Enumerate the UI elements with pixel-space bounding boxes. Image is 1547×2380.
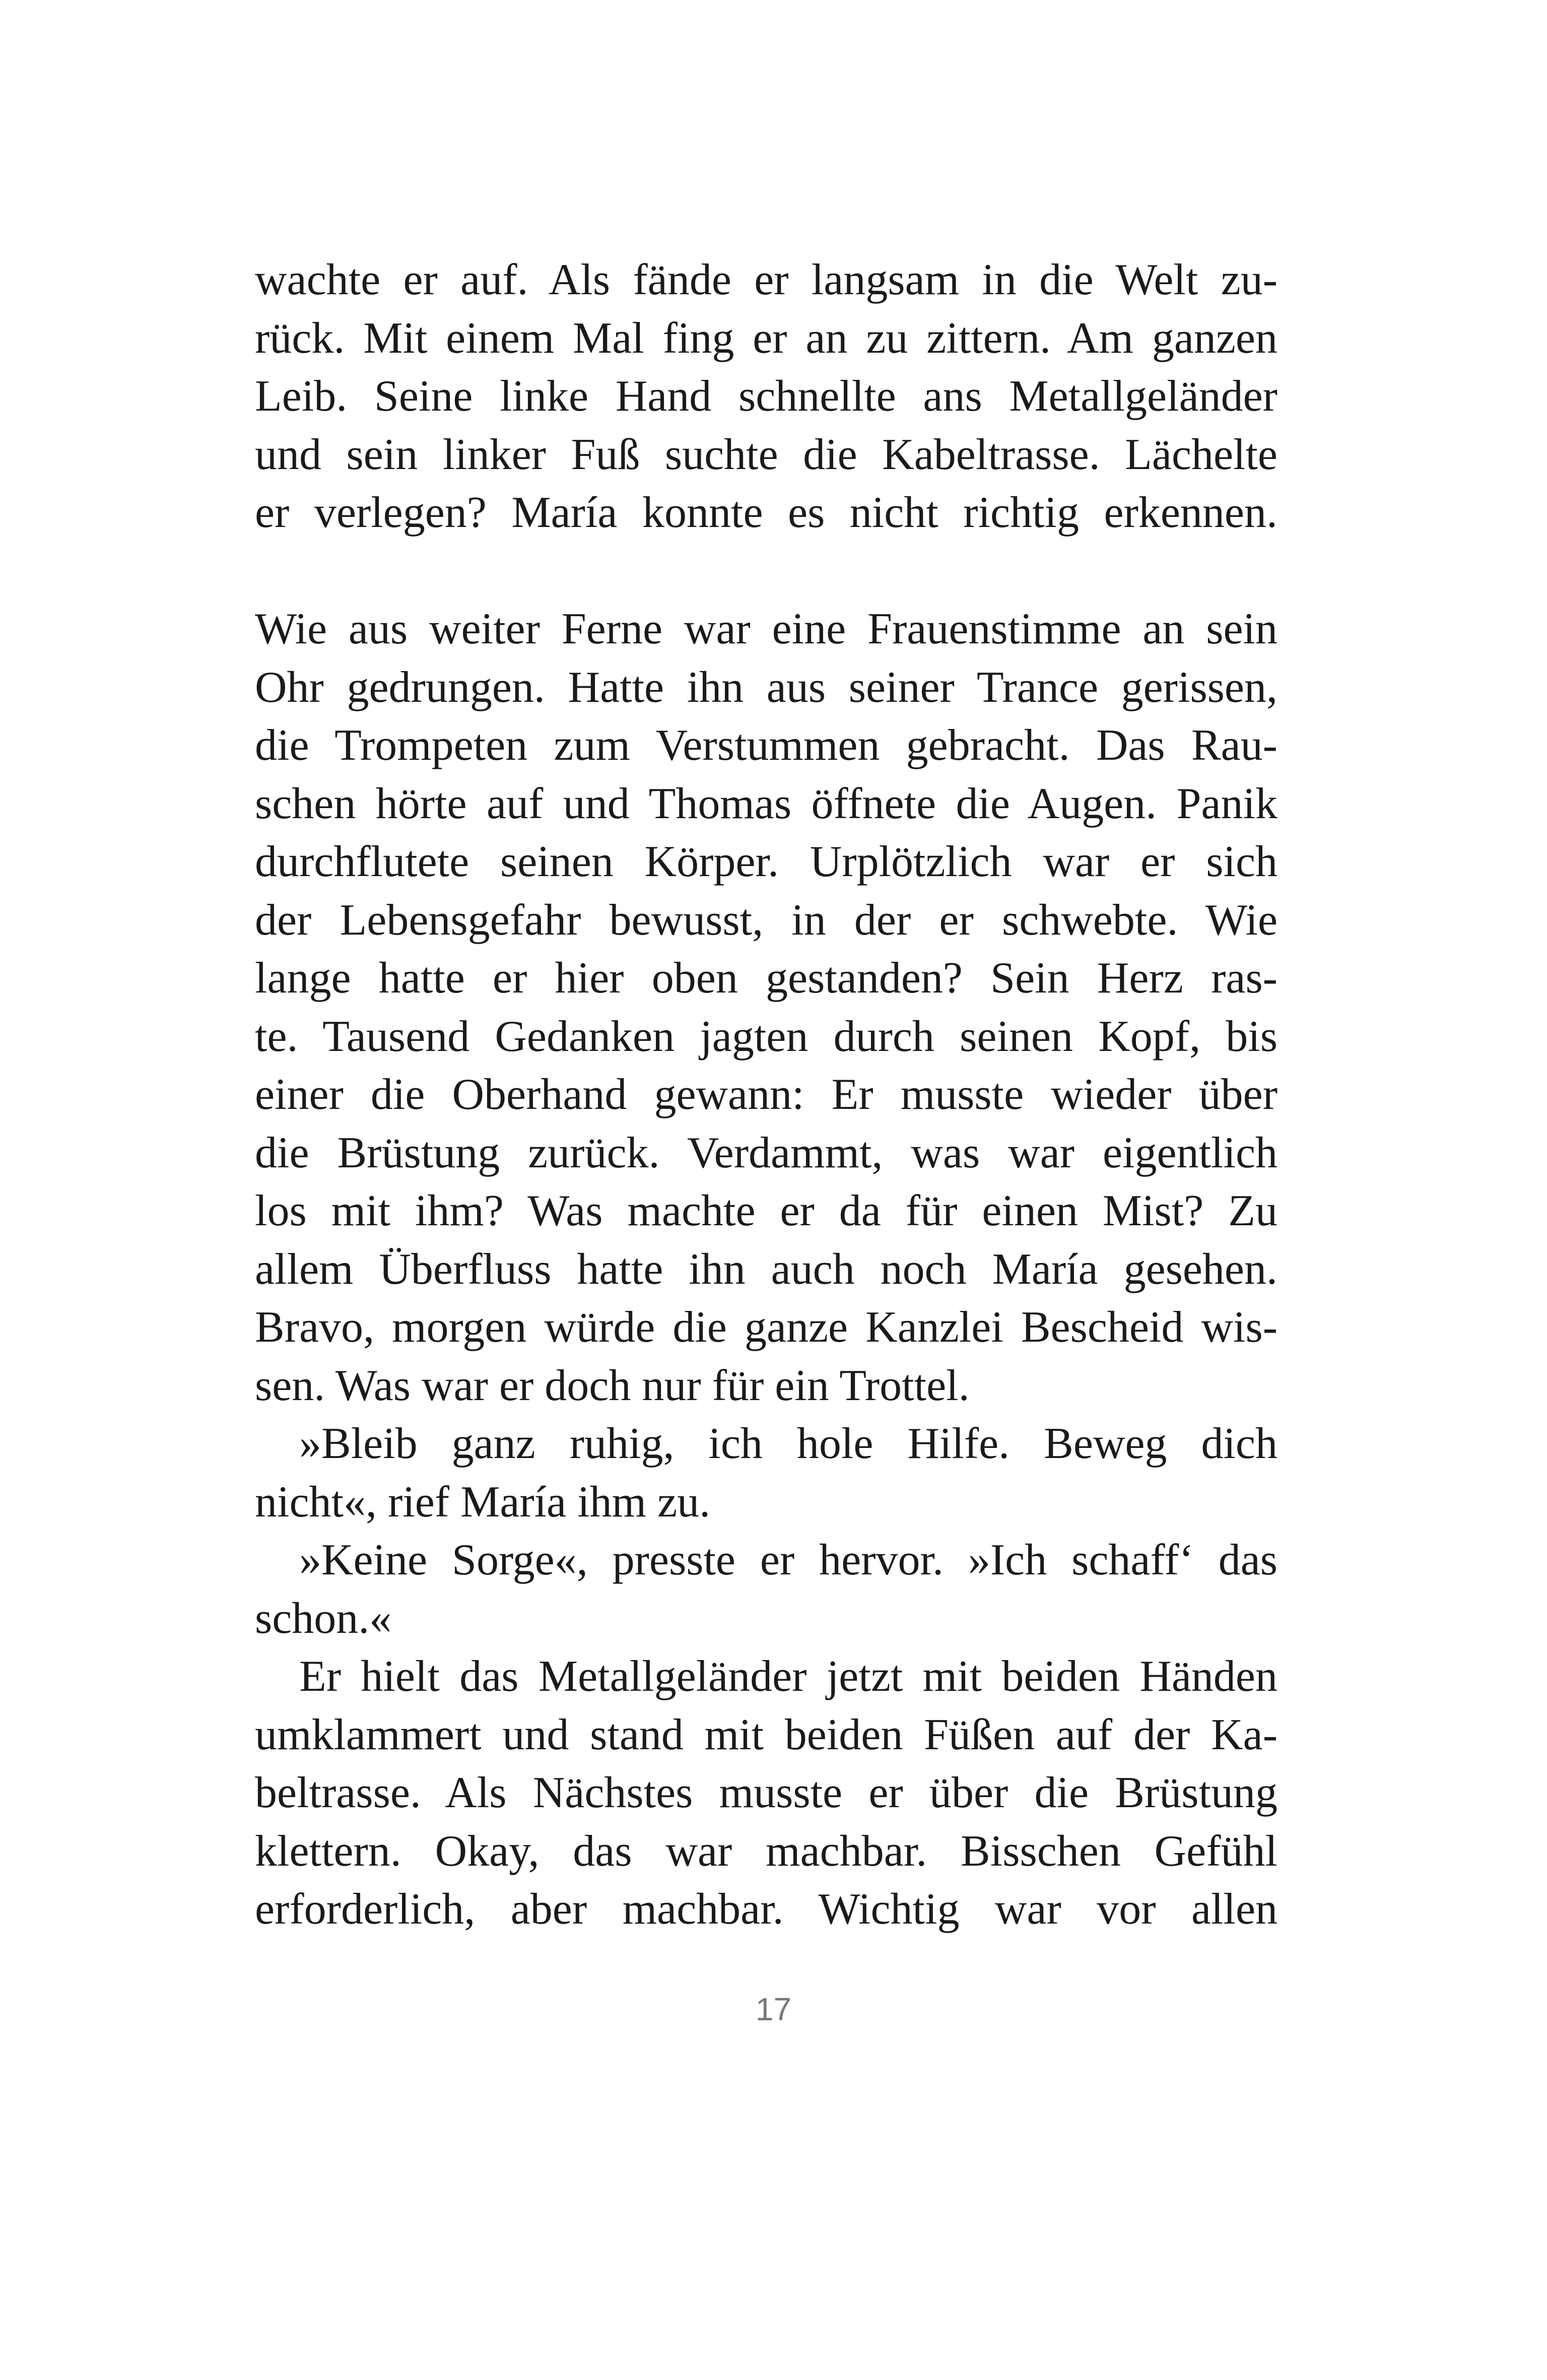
text-line: los mit ihm? Was machte er da für einen Mist? Zu xyxy=(255,1186,1277,1235)
text-line: schon.« xyxy=(255,1594,392,1643)
text-line: Er hielt das Metallgeländer jetzt mit beiden Händen xyxy=(299,1652,1277,1701)
text-line: umklammert und stand mit beiden Füßen auf der Ka- xyxy=(255,1710,1277,1759)
text-line: lange hatte er hier oben gestanden? Sein Herz ras- xyxy=(255,954,1277,1003)
text-line: allem Überfluss hatte ihn auch noch María gesehen. xyxy=(255,1244,1277,1294)
paragraph-gap xyxy=(255,542,1277,601)
text-line: erforderlich, aber machbar. Wichtig war vor allen xyxy=(255,1885,1277,1934)
text-line: beltrasse. Als Nächstes musste er über die Brüstung xyxy=(255,1768,1277,1817)
text-line: der Lebensgefahr bewusst, in der er schwebte. Wie xyxy=(255,895,1277,945)
text-line: rück. Mit einem Mal fing er an zu zittern. Am ganzen xyxy=(255,313,1277,363)
text-line: nicht«, rief María ihm zu. xyxy=(255,1477,711,1527)
text-line: Bravo, morgen würde die ganze Kanzlei Bescheid wis- xyxy=(255,1303,1277,1352)
text-line: Wie aus weiter Ferne war eine Frauenstimme an sein xyxy=(255,605,1277,653)
text-line: wachte er auf. Als fände er langsam in die Welt zu- xyxy=(255,255,1277,304)
text-line: und sein linker Fuß suchte die Kabeltrasse. Lächelte xyxy=(255,430,1277,479)
page-number: 17 xyxy=(755,1991,792,2027)
text-line: die Trompeten zum Verstummen gebracht. Das Rau- xyxy=(255,721,1277,770)
text-line: durchflutete seinen Körper. Urplötzlich war er sich xyxy=(255,837,1277,886)
text-line: Ohr gedrungen. Hatte ihn aus seiner Trance gerissen, xyxy=(255,663,1277,712)
text-line: er verlegen? María konnte es nicht richtig erkennen. xyxy=(255,488,1277,537)
text-line: te. Tausend Gedanken jagten durch seinen Kopf, bis xyxy=(255,1012,1277,1061)
text-line: die Brüstung zurück. Verdammt, was war eigentlich xyxy=(255,1128,1277,1177)
text-line: »Keine Sorge«, presste er hervor. »Ich schaff‘ das xyxy=(299,1536,1277,1584)
text-line: Leib. Seine linke Hand schnellte ans Metallgeländer xyxy=(255,372,1277,421)
text-line: sen. Was war er doch nur für ein Trottel. xyxy=(255,1361,970,1410)
text-line: klettern. Okay, das war machbar. Bisschen Gefühl xyxy=(255,1826,1277,1876)
text-line: schen hörte auf und Thomas öffnete die Augen. Panik xyxy=(255,779,1277,828)
text-line: »Bleib ganz ruhig, ich hole Hilfe. Beweg dich xyxy=(299,1419,1277,1468)
text-line: einer die Oberhand gewann: Er musste wieder über xyxy=(255,1070,1277,1119)
body-text xyxy=(255,251,1277,1939)
